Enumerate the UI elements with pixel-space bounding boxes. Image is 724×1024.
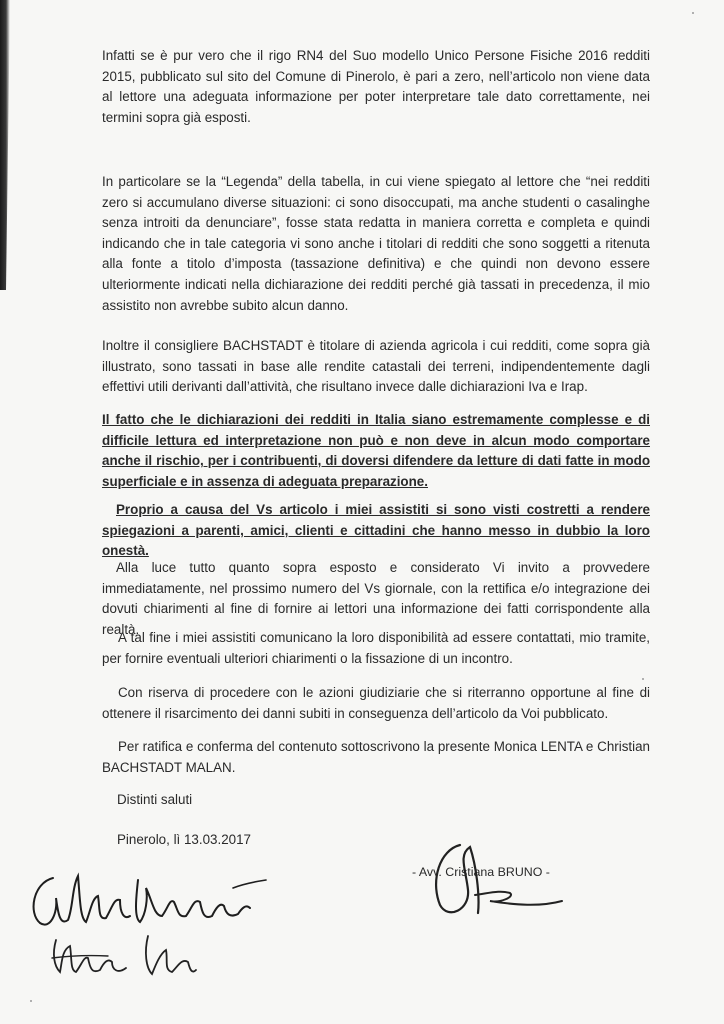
paragraph-bachstadt: Inoltre il consigliere BACHSTADT è titolare di azienda agricola i cui redditi, come sopra già illustrato, sono tassati in base alle rendite catastali dei terreni, indipendentemente dagli effettivi utili derivanti dall’attività, che risultano invece dalle dichiarazioni Iva e Irap. — [102, 338, 650, 395]
paragraph-rn4: Infatti se è pur vero che il rigo RN4 del Suo modello Unico Persone Fisiche 2016 redditi 2015, pubblicato sul sito del Comune di Pinerolo, è pari a zero, nell’articolo non viene data al lettore una adeguata informazione per poter interpretare tale dato correttamente, nei termini sopra già esposti. — [102, 48, 650, 125]
client-signature-bachstadt — [28, 858, 268, 938]
lawyer-signature-label: - Avv. Cristiana BRUNO - — [412, 865, 550, 879]
paragraph-riserva: Con riserva di procedere con le azioni giudiziarie che si riterranno opportune al fine di ottenere il risarcimento dei danni subiti in conseguenza dell’articolo da Voi pubblicato. — [102, 685, 650, 721]
paragraph-legenda: In particolare se la “Legenda” della tabella, in cui viene spiegato al lettore che “nei redditi zero si accumulano diverse situazioni: ci sono disoccupati, ma anche studenti o casalinghe senza introiti da denunciare”, fosse stata redatta in maniera corretta e completa e quindi indicando che in tale categoria vi sono anche i titolari di redditi che sono soggetti a ritenuta alla fonte a titolo d’imposta (tassazione definitiva) e che quindi non devono essere ulteriormente indicati nella dichiarazione dei redditi perché già tassati in precedenza, il mio assistito non avrebbe subito alcun danno. — [102, 174, 650, 313]
scan-speck — [30, 1000, 32, 1002]
place-date: Pinerolo, lì 13.03.2017 — [117, 832, 252, 847]
paragraph-rettifica: Alla luce tutto quanto sopra esposto e considerato Vi invito a provvedere immediatamente, nel prossimo numero del Vs giornale, con la rettifica e/o integrazione dei dovuti chiarimenti al fine di fornire ai lettori una informazione dei fatti corrispondente alla realtà. — [102, 560, 650, 637]
scan-speck — [692, 12, 694, 14]
lawyer-handwritten-signature — [420, 835, 570, 925]
paragraph-assistiti: Proprio a causa del Vs articolo i miei assistiti si sono visti costretti a rendere spiegazioni a parenti, amici, clienti e cittadini che hanno messo in dubbio la loro onestà. — [102, 502, 650, 559]
scan-edge-mark — [0, 0, 10, 290]
closing-greeting: Distinti saluti — [117, 792, 193, 807]
client-signature-lenta — [48, 928, 198, 983]
paragraph-dichiarazioni: Il fatto che le dichiarazioni dei redditi in Italia siano estremamente complesse e di difficile lettura ed interpretazione non può e non deve in alcun modo comportare anche il rischio, per i contribuenti, di doversi difendere da letture di dati fatte in modo superficiale e in assenza di adeguata preparazione. — [102, 412, 650, 489]
scan-speck — [642, 678, 644, 680]
paragraph-disponibilita: A tal fine i miei assistiti comunicano la loro disponibilità ad essere contattati, mio tramite, per fornire eventuali ulteriori chiarimenti o la fissazione di un incontro. — [102, 630, 650, 666]
paragraph-ratifica: Per ratifica e conferma del contenuto sottoscrivono la presente Monica LENTA e Christian BACHSTADT MALAN. — [102, 739, 650, 775]
